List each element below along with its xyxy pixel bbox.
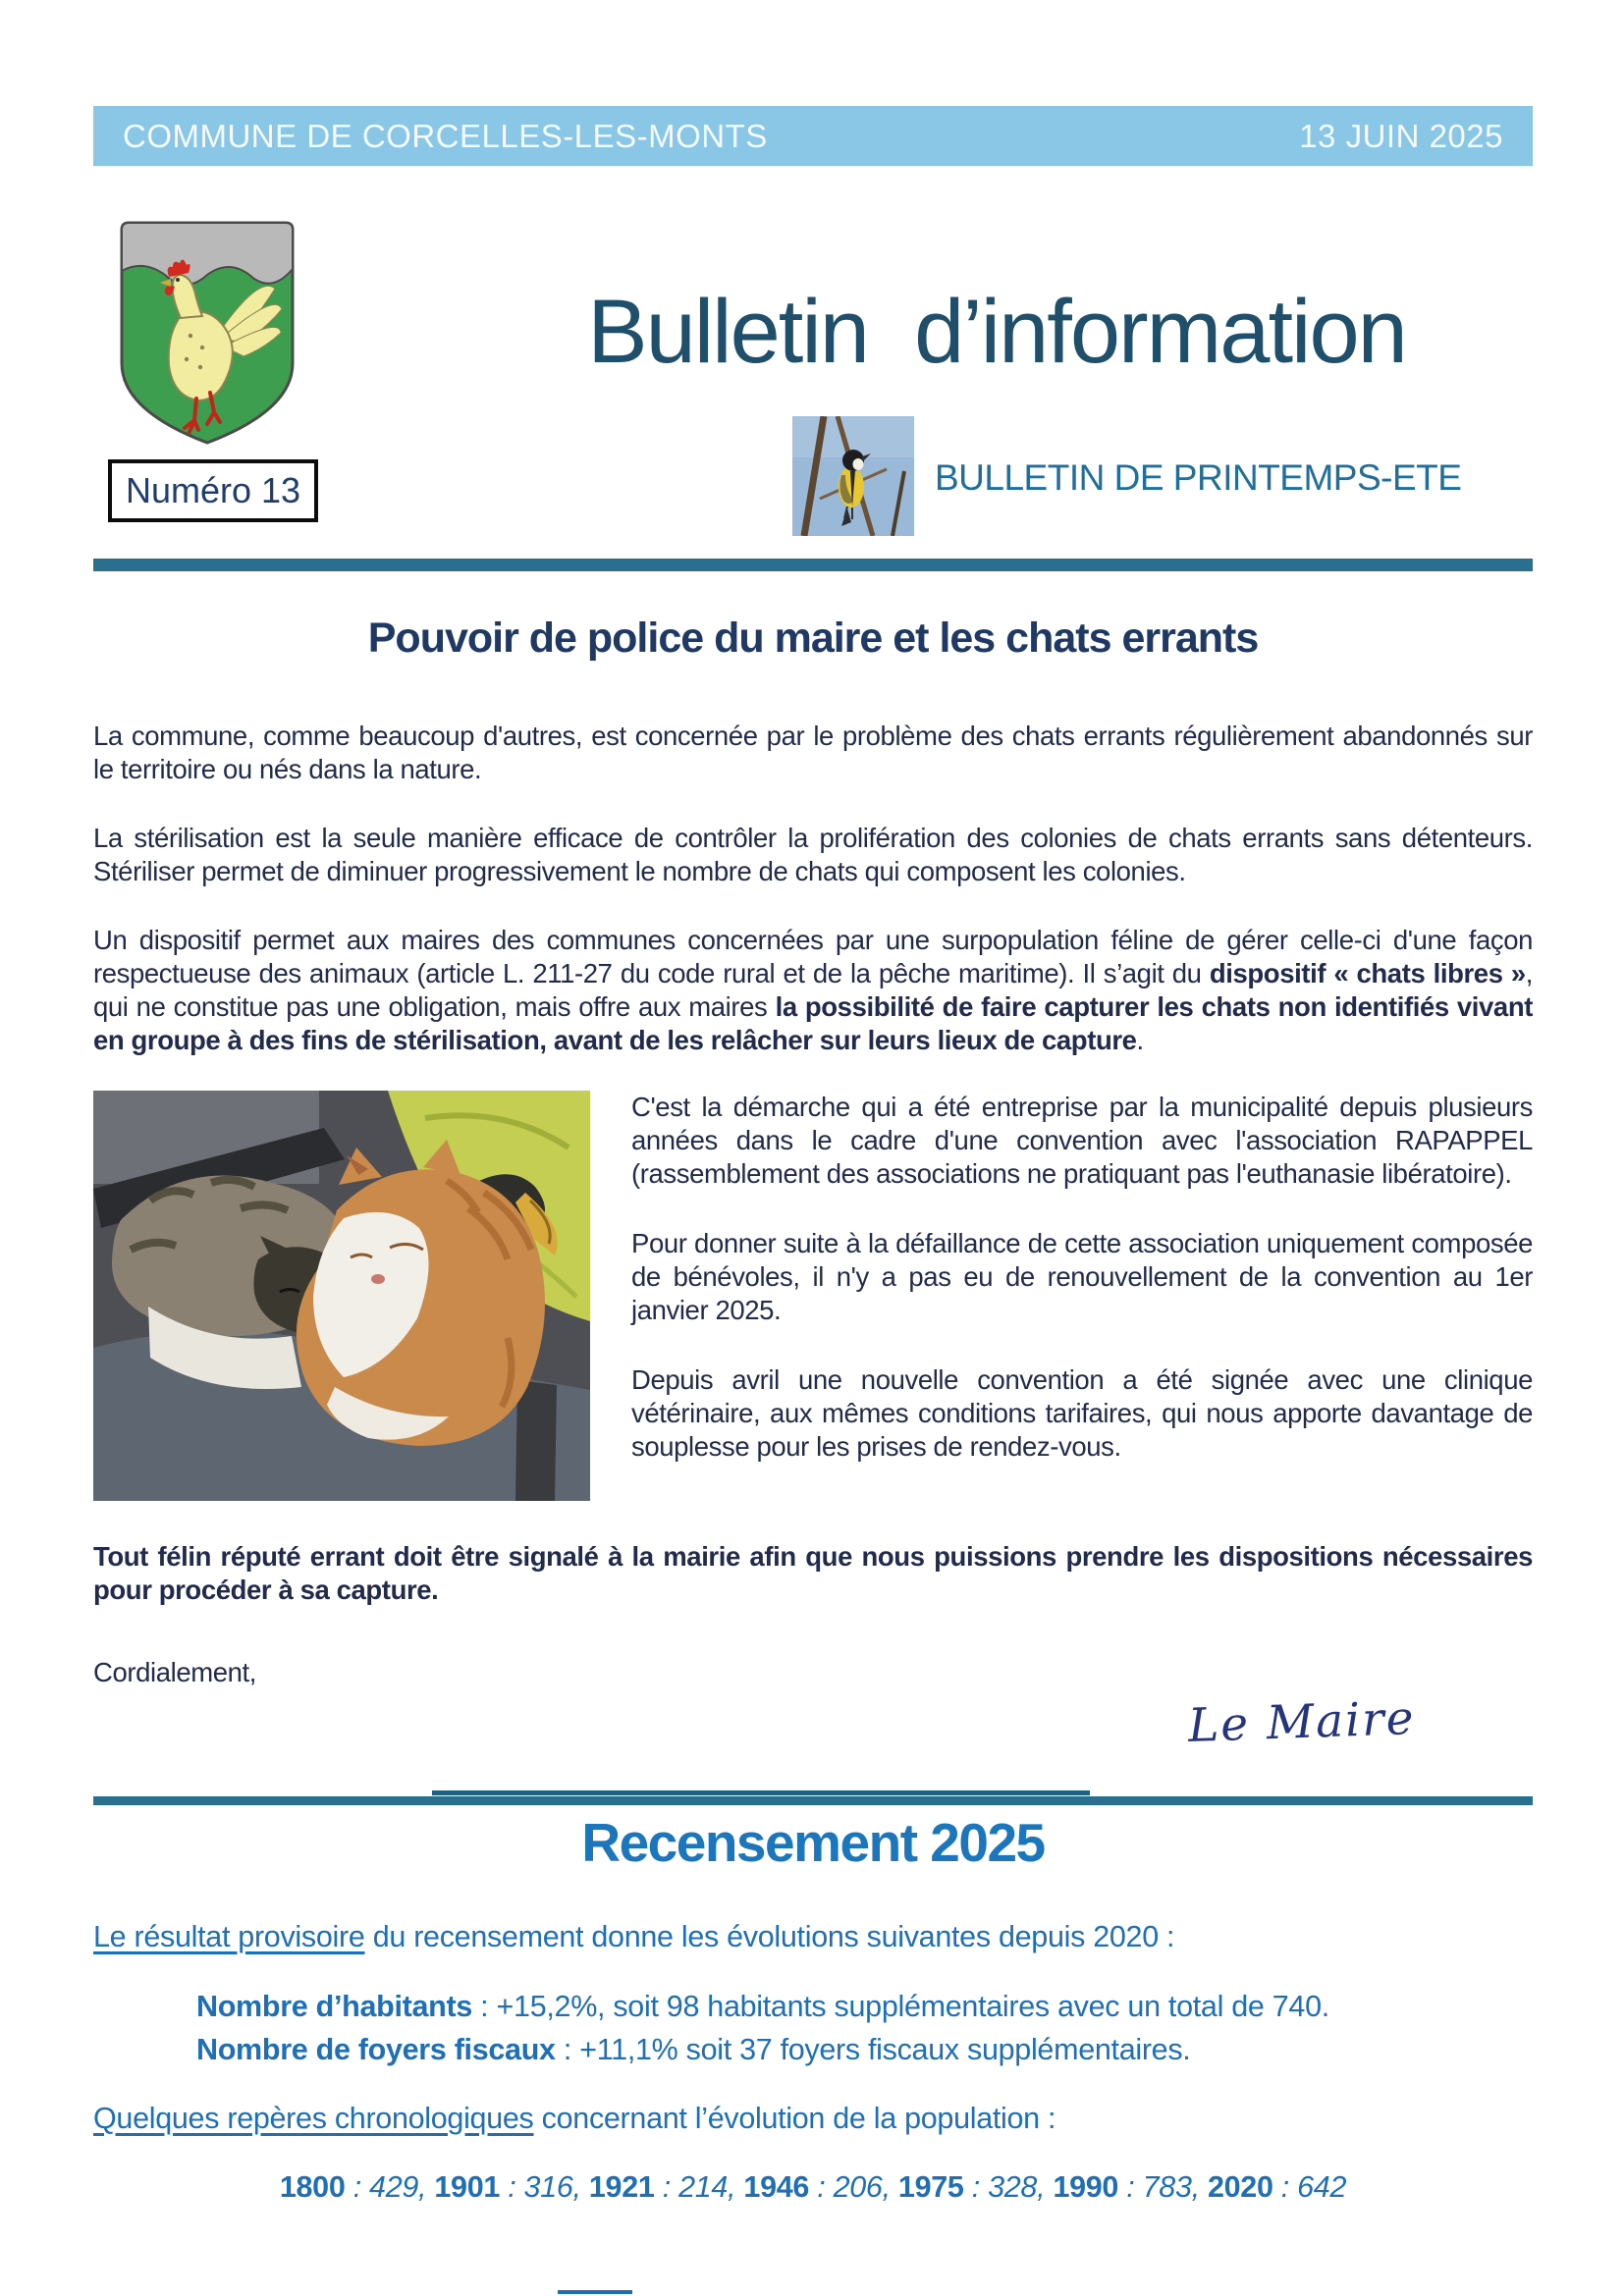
closing-word: Cordialement,	[93, 1657, 256, 1687]
recensement-intro: Le résultat provisoire du recensement donne les évolutions suivantes depuis 2020 :	[93, 1920, 1175, 1953]
recensement-habitants: Nombre d’habitants : +15,2%, soit 98 habitants supplémentaires avec un total de 740.	[196, 1989, 1329, 2023]
section-divider	[93, 1796, 1533, 1805]
column-paragraph-1: C'est la démarche qui a été entreprise par la municipalité depuis plusieurs années dans le cadre d'une convention avec l'association RAPAPPEL (rassemblement des associations ne pratiquant pas l'euthanasie libératoire).	[631, 1092, 1533, 1189]
article-cats	[93, 571, 1534, 1754]
article-bold-note: Tout félin réputé errant doit être signalé à la mairie afin que nous puissions prendre les dispositions nécessaires pour procéder à sa capture.	[93, 1541, 1533, 1605]
bird-photo	[792, 416, 914, 536]
article-title: Pouvoir de police du maire et les chats errants	[367, 614, 1259, 662]
recensement-reperes: Quelques repères chronologiques concernant l’évolution de la population :	[93, 2101, 1056, 2135]
issue-number-label: Numéro 13	[125, 470, 301, 510]
bottom-mark	[558, 2290, 632, 2294]
mayor-signature-text: Le Maire	[1186, 1690, 1416, 1754]
issue-number-box	[108, 459, 318, 522]
recensement-section	[93, 1805, 1533, 2237]
cats-photo	[93, 1091, 590, 1501]
recensement-title: Recensement 2025	[581, 1812, 1045, 1873]
column-paragraph-2: Pour donner suite à la défaillance de cette association uniquement composée de bénévoles, il n'y a pas eu de renouvellement de la convention au 1er janvier 2025.	[631, 1228, 1533, 1325]
article-paragraph-3: Un dispositif permet aux maires des communes concernées par une surpopulation féline de gérer celle-ci d'une façon respectueuse des animaux (article L. 211-27 du code rural et de la pêche maritime). Il s’agit du dispositif « chats libres », qui ne constitue pas une obligation, mais offre aux maires la possibilité de faire capturer les chats non identifiés vivant en groupe à des fins de stérilisation, avant de les relâcher sur leurs lieux de capture.	[93, 925, 1534, 1055]
recensement-foyers: Nombre de foyers fiscaux : +11,1% soit 37 foyers fiscaux supplémentaires.	[196, 2032, 1191, 2066]
season-subtitle: BULLETIN DE PRINTEMPS-ETE	[935, 457, 1462, 498]
article-paragraph-2: La stérilisation est la seule manière efficace de contrôler la prolifération des colonies de chats errants sans détenteurs. Stériliser permet de diminuer progressivement le nombre de chats qui composent les colonies.	[93, 823, 1533, 886]
photo-text-columns	[93, 1091, 1533, 1501]
commune-name: COMMUNE DE CORCELLES-LES-MONTS	[123, 117, 768, 154]
column-paragraph-3: Depuis avril une nouvelle convention a été signée avec une clinique vétérinaire, aux mêmes conditions tarifaires, qui nous apporte davantage de souplesse pour les prises de rendez-vous.	[631, 1364, 1533, 1462]
top-banner	[93, 106, 1533, 166]
commune-crest-icon	[112, 218, 302, 448]
article-paragraph-1: La commune, comme beaucoup d'autres, est concernée par le problème des chats errants régulièrement abandonnés sur le territoire ou nés dans la nature.	[93, 721, 1533, 784]
newsletter-title: Bulletin d’information	[587, 282, 1406, 382]
mayor-signature	[93, 1690, 1416, 1754]
issue-date: 13 JUIN 2025	[1299, 117, 1503, 154]
recensement-chronologie: 1800 : 429, 1901 : 316, 1921 : 214, 1946 : 206, 1975 : 328, 1990 : 783, 2020 : 642	[279, 2170, 1347, 2204]
masthead-divider	[93, 559, 1533, 571]
article-right-column	[631, 1091, 1533, 1501]
section-divider-thin	[432, 1790, 1090, 1795]
